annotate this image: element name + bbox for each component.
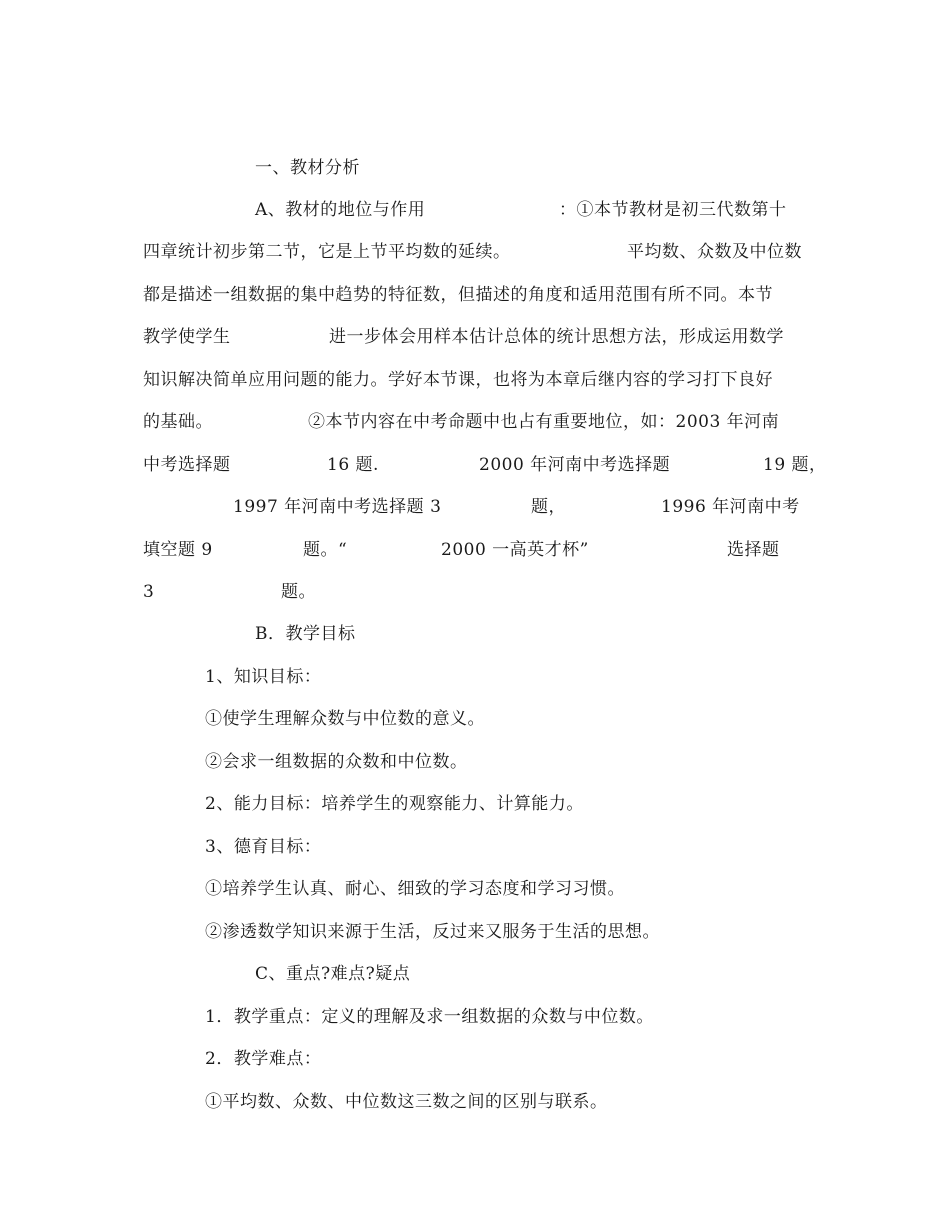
subsection-title: A、教材的地位与作用 (255, 200, 426, 220)
